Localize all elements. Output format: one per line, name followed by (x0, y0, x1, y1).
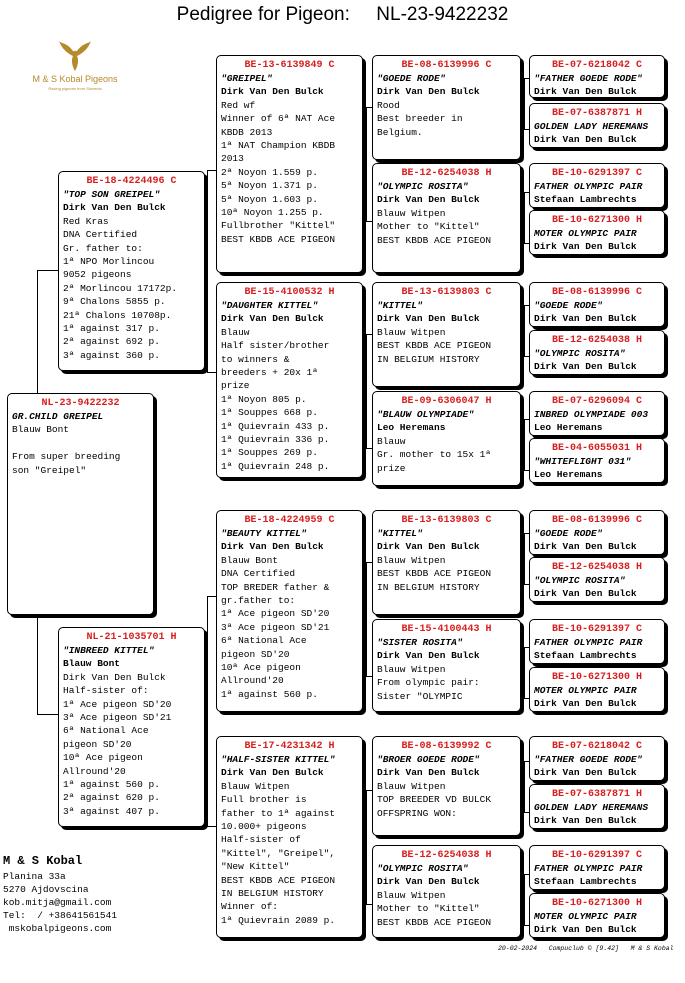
pigeon-name: "BROER GOEDE RODE" (377, 754, 480, 765)
contact-website[interactable]: mskobalpigeons.com (3, 923, 112, 934)
connector (524, 761, 525, 812)
contact-city: 5270 Ajdovscina (3, 884, 89, 895)
pigeon-card-dam-dam[interactable] (216, 736, 363, 938)
ring-number: BE-04-6055031 H (551, 443, 642, 454)
pigeon-card-g1[interactable] (529, 55, 665, 98)
ring-number: BE-10-6271300 H (551, 672, 642, 683)
contact-email[interactable]: kob.mitja@gmail.com (3, 897, 112, 908)
pigeon-card-dam[interactable] (58, 627, 205, 827)
card-line: Half sister/brother (221, 340, 330, 352)
card-line: pigeon SD'20 (63, 738, 132, 750)
pigeon-card-g10[interactable] (529, 557, 665, 602)
card-line: Blauw Witpen (377, 889, 446, 901)
card-line: 9052 pigeons (63, 269, 132, 281)
pigeon-name: "DAUGHTER KITTEL" (221, 300, 318, 311)
ring-number: BE-09-6306047 H (401, 396, 492, 407)
connector (37, 714, 59, 715)
card-line: 1ª NPO Morlincou (63, 256, 155, 268)
card-line: 10ª Ace pigeon (221, 662, 301, 674)
pigeon-card-sss[interactable] (372, 55, 521, 160)
pigeon-card-g7[interactable] (529, 391, 665, 436)
connector (524, 533, 525, 584)
pigeon-name: GOLDEN LADY HEREMANS (534, 802, 649, 813)
pigeon-card-g8[interactable] (529, 438, 665, 483)
breeder-name: Dirk Van Den Bulck (534, 134, 637, 146)
card-line: father to 1ª against (221, 807, 336, 819)
card-line: Winner of 6ª NAT Ace (221, 113, 336, 125)
connector (366, 562, 367, 676)
pigeon-card-dam-sire[interactable] (216, 510, 363, 712)
card-line: 1ª Souppes 269 p. (221, 447, 318, 459)
breeder-name: Stefaan Lambrechts (534, 650, 637, 662)
ring-number: BE-10-6291397 C (551, 850, 642, 861)
ring-number: BE-07-6218042 C (551, 741, 642, 752)
card-line: 5ª Noyon 1.371 p. (221, 180, 318, 192)
pigeon-card-sire[interactable] (58, 171, 205, 371)
pigeon-card-g12[interactable] (529, 667, 665, 712)
card-line: 9ª Chalons 5855 p. (63, 296, 166, 308)
pigeon-card-g16[interactable] (529, 893, 665, 938)
card-line: TOP BREEDER VD BULCK (377, 794, 492, 806)
card-line: 6ª National Ace (221, 635, 307, 647)
card-line: 6ª National Ace (63, 725, 149, 737)
card-line: 21ª Chalons 10708p. (63, 309, 172, 321)
breeder-name: Dirk Van Den Bulck (377, 313, 480, 325)
pigeon-name: GR.CHILD GREIPEL (12, 411, 104, 422)
breeder-name: Dirk Van Den Bulck (377, 876, 480, 888)
pigeon-name: "OLYMPIC ROSITA" (377, 181, 469, 192)
contact-block (3, 853, 117, 935)
pigeon-card-g5[interactable] (529, 282, 665, 327)
card-line: Half-sister of: (63, 685, 149, 697)
pigeon-name: "BEAUTY KITTEL" (221, 528, 307, 539)
breeder-name: Dirk Van Den Bulck (534, 767, 637, 779)
pigeon-card-g6[interactable] (529, 330, 665, 375)
connector (207, 826, 216, 827)
card-line: 1ª Ace pigeon SD'20 (221, 608, 330, 620)
card-line: 1ª Ace pigeon SD'20 (63, 698, 172, 710)
card-line: 1ª Souppes 668 p. (221, 407, 318, 419)
card-line: Winner of: (221, 901, 279, 913)
card-line: IN BELGIUM HISTORY (377, 353, 480, 365)
pigeon-card-sdd[interactable] (372, 391, 521, 486)
pigeon-card-g4[interactable] (529, 210, 665, 255)
pigeon-name: "BLAUW OLYMPIADE" (377, 409, 474, 420)
breeder-name: Dirk Van Den Bulck (377, 650, 480, 662)
card-line: 3ª Ace pigeon SD'21 (221, 621, 330, 633)
card-line: 10ª Ace pigeon (63, 752, 143, 764)
breeder-name: Dirk Van Den Bulck (534, 361, 637, 373)
card-line: prize (221, 380, 250, 392)
pigeon-name: FATHER OLYMPIC PAIR (534, 863, 643, 874)
breeder-name: Dirk Van Den Bulck (534, 241, 637, 253)
card-line: Blauw Witpen (377, 663, 446, 675)
card-line: BEST KBDB ACE PIGEON (377, 568, 492, 580)
ring-number: BE-18-4224496 C (86, 176, 177, 187)
card-line: 2ª against 692 p. (63, 336, 160, 348)
breeder-name: Dirk Van Den Bulck (534, 698, 637, 710)
breeder-name: Dirk Van Den Bulck (63, 202, 166, 214)
pigeon-card-dds[interactable] (372, 736, 521, 836)
pigeon-name: "KITTEL" (377, 300, 423, 311)
pigeon-name: "FATHER GOEDE RODE" (534, 754, 643, 765)
card-line: 1ª against 317 p. (63, 323, 160, 335)
breeder-name: Dirk Van Den Bulck (534, 86, 637, 98)
card-line: OFFSPRING WON: (377, 807, 457, 819)
ring-number: BE-10-6271300 H (551, 215, 642, 226)
pigeon-name: "OLYMPIC ROSITA" (534, 575, 626, 586)
pigeon-name: FATHER OLYMPIC PAIR (534, 181, 643, 192)
breeder-name: Dirk Van Den Bulck (377, 541, 480, 553)
pigeon-card-dss[interactable] (372, 510, 521, 615)
card-line: DNA Certified (221, 568, 296, 580)
card-line: breeders + 20x 1ª (221, 367, 318, 379)
pigeon-logo-icon (58, 40, 92, 72)
connector (207, 596, 208, 826)
pigeon-name: "HALF-SISTER KITTEL" (221, 754, 336, 765)
pigeon-name: MOTER OLYMPIC PAIR (534, 911, 637, 922)
ring-number: BE-18-4224959 C (244, 515, 335, 526)
card-line: Sister "OLYMPIC (377, 690, 463, 702)
card-line: 1ª Quievrain 433 p. (221, 420, 330, 432)
card-line: pigeon SD'20 (221, 648, 290, 660)
pigeon-name: "KITTEL" (377, 528, 423, 539)
card-line: Blauw Bont (12, 424, 70, 436)
card-line: 1ª Quievrain 2089 p. (221, 914, 336, 926)
card-line: Dirk Van Den Bulck (63, 671, 166, 683)
connector (524, 192, 525, 243)
connector (207, 170, 216, 171)
connector (524, 305, 525, 356)
contact-address: Planina 33a (3, 871, 66, 882)
pigeon-card-ddd[interactable] (372, 845, 521, 938)
card-line: 10ª Noyon 1.255 p. (221, 207, 324, 219)
card-line: 3ª against 360 p. (63, 349, 160, 361)
card-line: 5ª Noyon 1.603 p. (221, 193, 318, 205)
card-line: Fullbrother "Kittel" (221, 220, 336, 232)
card-line: Gr. mother to 15x 1ª (377, 449, 492, 461)
card-line: From super breeding (12, 451, 121, 463)
ring-number: BE-07-6387871 H (551, 108, 642, 119)
breeder-name: Dirk Van Den Bulck (377, 767, 480, 779)
card-line: IN BELGIUM HISTORY (377, 581, 480, 593)
card-line: Mother to "Kittel" (377, 903, 480, 915)
pigeon-card-g13[interactable] (529, 736, 665, 781)
brand-logo (20, 40, 130, 100)
card-line: DNA Certified (63, 229, 138, 241)
connector (366, 334, 367, 448)
card-line: 2ª Noyon 1.559 p. (221, 166, 318, 178)
card-line: Blauw Bont (221, 554, 279, 566)
ring-number: BE-08-6139996 C (401, 60, 492, 71)
card-line: Blauw (377, 435, 406, 447)
card-line: 1ª Quievrain 248 p. (221, 460, 330, 472)
card-line: TOP BREDER father & (221, 581, 330, 593)
ring-number: BE-08-6139996 C (551, 515, 642, 526)
breeder-name: Dirk Van Den Bulck (221, 767, 324, 779)
connector (207, 596, 216, 597)
pigeon-name: GOLDEN LADY HEREMANS (534, 121, 649, 132)
card-line: son "Greipel" (12, 464, 87, 476)
card-line: Blauw Witpen (221, 780, 290, 792)
card-line: Red wf (221, 99, 256, 111)
pigeon-card-ssd[interactable] (372, 163, 521, 273)
breeder-name: Blauw Bont (63, 658, 121, 670)
ring-number: BE-17-4231342 H (244, 741, 335, 752)
breeder-name: Leo Heremans (377, 422, 446, 434)
pigeon-name: "SISTER ROSITA" (377, 637, 463, 648)
card-line: Blauw Witpen (377, 554, 446, 566)
card-line (12, 437, 149, 450)
ring-number: BE-07-6218042 C (551, 60, 642, 71)
pigeon-name: "FATHER GOEDE RODE" (534, 73, 643, 84)
connector (207, 170, 208, 372)
ring-number: BE-13-6139803 C (401, 515, 492, 526)
pigeon-card-sire-sire[interactable] (216, 55, 363, 273)
pigeon-name: "TOP SON GREIPEL" (63, 189, 160, 200)
ring-number: BE-15-4100443 H (401, 624, 492, 635)
card-line: 2013 (221, 153, 244, 165)
pigeon-card-g15[interactable] (529, 845, 665, 890)
ring-number: NL-21-1035701 H (86, 632, 177, 643)
ring-number: BE-10-6291397 C (551, 624, 642, 635)
connector (37, 270, 59, 271)
pigeon-name: "OLYMPIC ROSITA" (377, 863, 469, 874)
card-line: BEST KBDB ACE PIGEON (377, 916, 492, 928)
card-line: 1ª NAT Champion KBDB (221, 140, 336, 152)
breeder-name: Dirk Van Den Bulck (534, 815, 637, 827)
connector (524, 419, 525, 470)
card-line: Mother to "Kittel" (377, 221, 480, 233)
pigeon-card-g14[interactable] (529, 784, 665, 829)
card-line: Allround'20 (221, 675, 284, 687)
card-line: 3ª against 407 p. (63, 805, 160, 817)
ring-number: BE-15-4100532 H (244, 287, 335, 298)
pigeon-name: FATHER OLYMPIC PAIR (534, 637, 643, 648)
card-line: BEST KBDB ACE PIGEON (221, 874, 336, 886)
connector (366, 790, 367, 904)
pigeon-name: MOTER OLYMPIC PAIR (534, 228, 637, 239)
connector (366, 107, 367, 221)
pigeon-name: "INBREED KITTEL" (63, 645, 155, 656)
card-line: to winners & (221, 353, 290, 365)
pigeon-card-g11[interactable] (529, 619, 665, 664)
card-line: 1ª against 560 p. (221, 688, 318, 700)
pigeon-name: "GOEDE RODE" (534, 300, 603, 311)
pigeon-card-g2[interactable] (529, 103, 665, 148)
logo-brand-text: M & S Kobal Pigeons (32, 74, 118, 84)
card-line: Red Kras (63, 215, 109, 227)
contact-phone[interactable]: Tel: / +38641561541 (3, 910, 118, 921)
connector (524, 647, 525, 698)
breeder-name: Dirk Van Den Bulck (534, 924, 637, 936)
breeder-name: Leo Heremans (534, 422, 603, 434)
pigeon-card-subject[interactable] (7, 393, 154, 615)
connector (524, 78, 525, 129)
card-line: 1ª Quievrain 336 p. (221, 434, 330, 446)
breeder-name: Leo Heremans (534, 469, 603, 481)
card-line: Blauw Witpen (377, 207, 446, 219)
card-line: Full brother is (221, 794, 307, 806)
card-line: 1ª Noyon 805 p. (221, 393, 307, 405)
ring-number: BE-10-6271300 H (551, 898, 642, 909)
pigeon-card-g9[interactable] (529, 510, 665, 555)
pigeon-name: "OLYMPIC ROSITA" (534, 348, 626, 359)
ring-number: BE-08-6139992 C (401, 741, 492, 752)
breeder-name: Stefaan Lambrechts (534, 194, 637, 206)
pigeon-card-sire-dam[interactable] (216, 282, 363, 478)
card-line: Rood (377, 99, 400, 111)
breeder-name: Dirk Van Den Bulck (377, 194, 480, 206)
breeder-name: Dirk Van Den Bulck (377, 86, 480, 98)
breeder-name: Dirk Van Den Bulck (221, 313, 324, 325)
ring-number: BE-13-6139803 C (401, 287, 492, 298)
card-line: BEST KBDB ACE PIGEON (377, 234, 492, 246)
ring-number: BE-07-6296094 C (551, 396, 642, 407)
pigeon-card-dsd[interactable] (372, 619, 521, 712)
card-line: Belgium. (377, 126, 423, 138)
ring-number: BE-12-6254038 H (401, 850, 492, 861)
card-line: 2ª against 620 p. (63, 792, 160, 804)
card-line: gr.father to: (221, 595, 296, 607)
pigeon-name: "GOEDE RODE" (377, 73, 446, 84)
footer-credit: 20-02-2024 Compuclub © [9.42] M & S Kobal (498, 945, 674, 952)
card-line: Best breeder in (377, 113, 463, 125)
card-line: Blauw (221, 326, 250, 338)
card-line: 10.000+ pigeons (221, 821, 307, 833)
connector (207, 372, 216, 373)
breeder-name: Dirk Van Den Bulck (221, 541, 324, 553)
card-line: Blauw Witpen (377, 326, 446, 338)
ring-number: BE-08-6139996 C (551, 287, 642, 298)
card-line: BEST KBDB ACE PIGEON (221, 233, 336, 245)
card-line: BEST KBDB ACE PIGEON (377, 340, 492, 352)
contact-name: M & S Kobal (3, 854, 83, 868)
breeder-name: Stefaan Lambrechts (534, 876, 637, 888)
card-line: prize (377, 462, 406, 474)
pigeon-name: "WHITEFLIGHT 031" (534, 456, 631, 467)
card-line: Half-sister of (221, 834, 301, 846)
card-line: "New Kittel" (221, 861, 290, 873)
pigeon-name: "GOEDE RODE" (534, 528, 603, 539)
breeder-name: Dirk Van Den Bulck (534, 313, 637, 325)
ring-number: BE-12-6254038 H (551, 562, 642, 573)
card-line: Blauw Witpen (377, 780, 446, 792)
pigeon-name: MOTER OLYMPIC PAIR (534, 685, 637, 696)
page-title: Pedigree for Pigeon: NL-23-9422232 (176, 4, 509, 25)
ring-number: BE-13-6139849 C (244, 60, 335, 71)
pigeon-name: "GREIPEL" (221, 73, 273, 84)
breeder-name: Dirk Van Den Bulck (221, 86, 324, 98)
card-line: KBDB 2013 (221, 126, 273, 138)
card-line: 2ª Morlincou 17172p. (63, 282, 178, 294)
pigeon-card-g3[interactable] (529, 163, 665, 208)
card-line: From olympic pair: (377, 677, 480, 689)
breeder-name: Dirk Van Den Bulck (534, 588, 637, 600)
breeder-name: Dirk Van Den Bulck (534, 541, 637, 553)
pigeon-card-sds[interactable] (372, 282, 521, 387)
connector (524, 874, 525, 925)
card-line: Gr. father to: (63, 242, 143, 254)
ring-number: BE-10-6291397 C (551, 168, 642, 179)
ring-number: BE-12-6254038 H (401, 168, 492, 179)
card-line: "Kittel", "Greipel", (221, 847, 336, 859)
ring-number: BE-12-6254038 H (551, 335, 642, 346)
ring-number: BE-07-6387871 H (551, 789, 642, 800)
card-line: 3ª Ace pigeon SD'21 (63, 712, 172, 724)
logo-tagline: Racing pigeons from Slovenia (48, 86, 102, 91)
card-line: Allround'20 (63, 765, 126, 777)
pigeon-name: INBRED OLYMPIADE 003 (534, 409, 649, 420)
card-line: 1ª against 560 p. (63, 779, 160, 791)
ring-number: NL-23-9422232 (41, 398, 120, 409)
card-line: IN BELGIUM HISTORY (221, 888, 324, 900)
